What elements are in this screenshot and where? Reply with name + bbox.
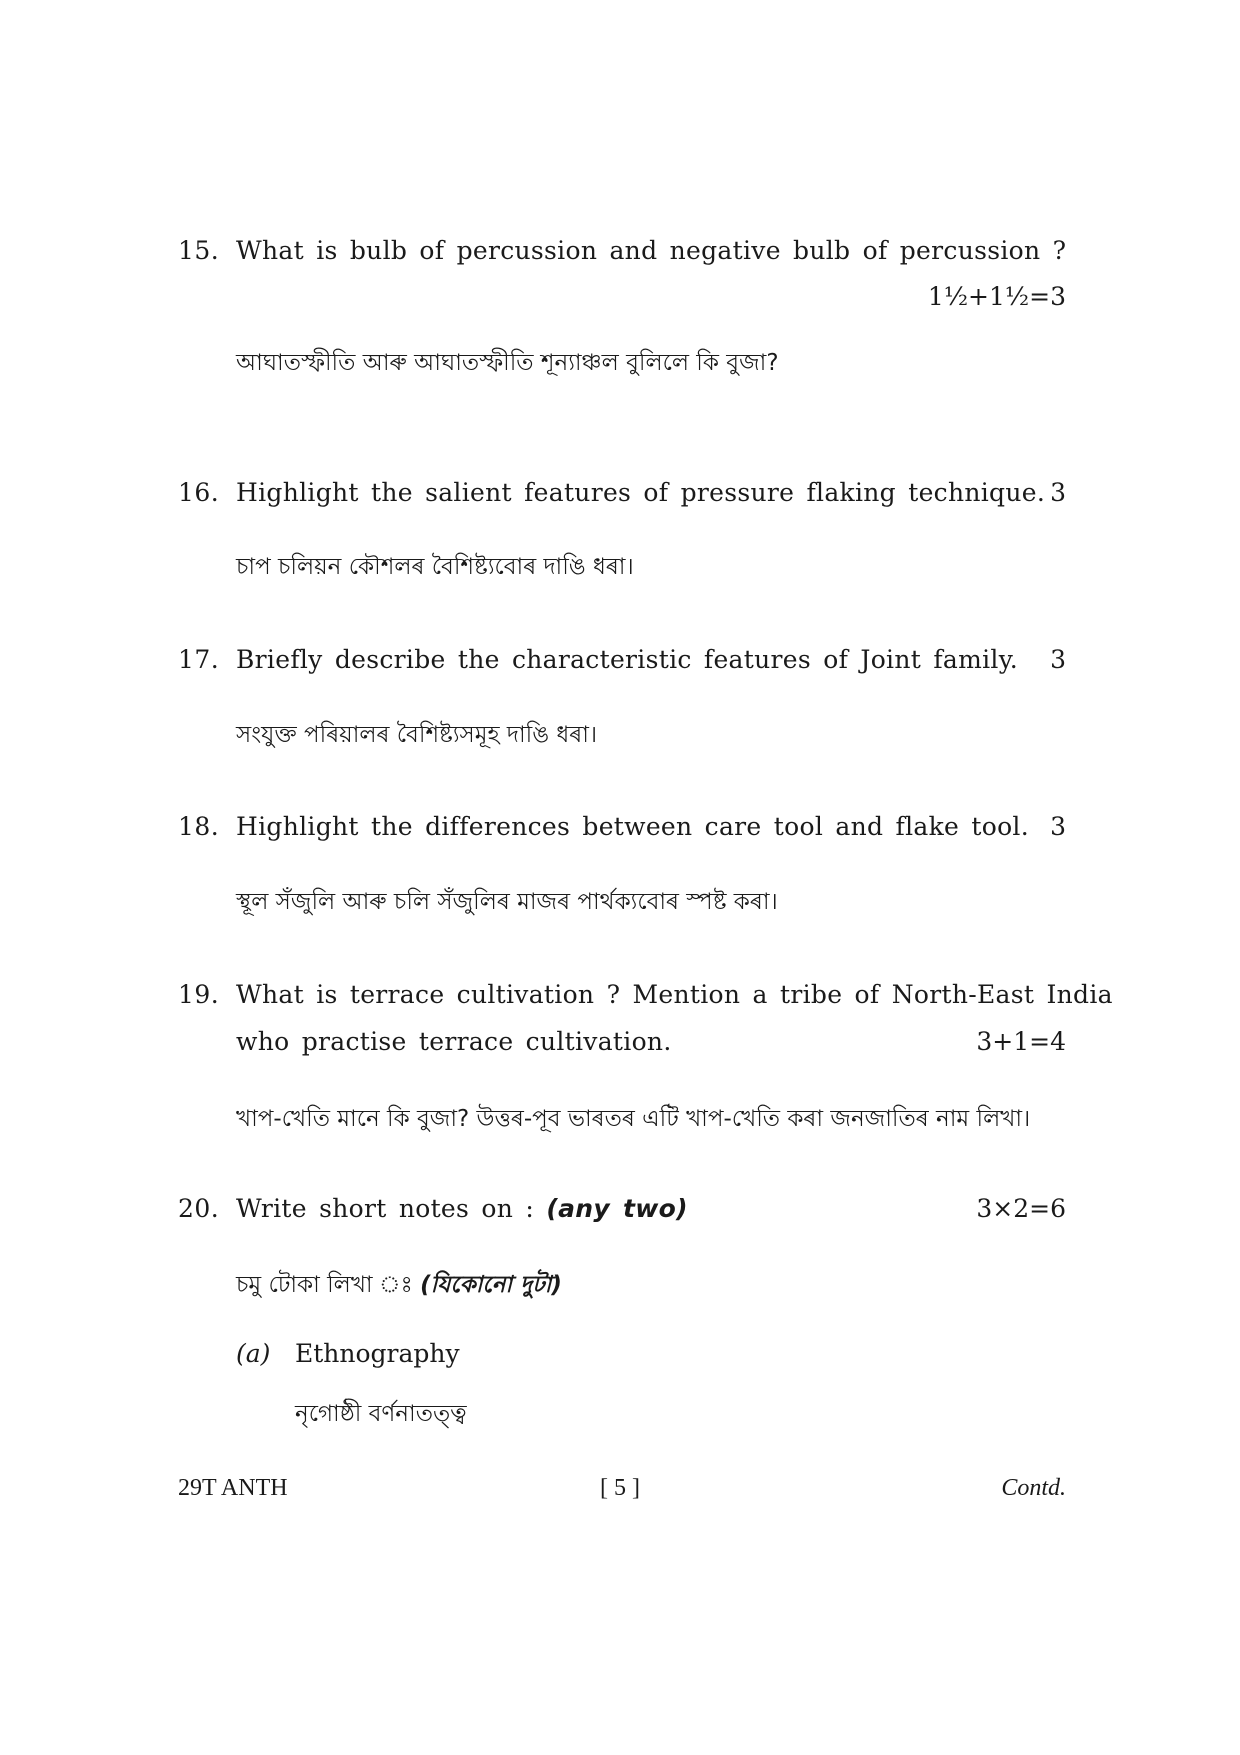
question-assamese: [236, 1266, 562, 1305]
question-number: 16.: [178, 478, 220, 507]
question-marks: 3+1=4: [976, 1027, 1066, 1056]
question-marks: 1½+1½=3: [927, 282, 1066, 311]
question-number: 18.: [178, 812, 220, 841]
sub-question-assamese: নৃগোষ্ঠী বৰ্ণনাতত্ত্ব: [295, 1401, 467, 1427]
question-marks: 3: [1050, 478, 1066, 507]
question-text-line-1: What is terrace cultivation ? Mention a tribe of North-East India: [236, 980, 1113, 1009]
question-number: 17.: [178, 645, 220, 674]
question-text: What is bulb of percussion and negative bulb of percussion ?: [236, 236, 1067, 265]
question-assamese: স্থূল সঁজুলি আৰু চলি সঁজুলিৰ মাজৰ পাৰ্থক্যবোৰ স্পষ্ট কৰা।: [236, 889, 778, 915]
question-number: 20.: [178, 1194, 220, 1223]
question-number: 19.: [178, 980, 220, 1009]
question-text: Briefly describe the characteristic features of Joint family.: [236, 645, 1019, 674]
question-assamese-emphasis: (যিকোনো দুটা): [420, 1272, 562, 1298]
question-text-line-2: who practise terrace cultivation.: [236, 1027, 672, 1056]
question-assamese-main: চমু টোকা লিখা ঃ: [236, 1272, 413, 1298]
sub-question-text: Ethnography: [295, 1339, 460, 1368]
question-emphasis: (any two): [546, 1194, 688, 1223]
question-text: Highlight the differences between care tool and flake tool.: [236, 812, 1029, 841]
question-text: [236, 1194, 1066, 1223]
question-assamese: খাপ-খেতি মানে কি বুজা? উত্তৰ-পূব ভাৰতৰ এটি খাপ-খেতি কৰা জনজাতিৰ নাম লিখা।: [236, 1106, 1031, 1132]
question-text-main: Write short notes on :: [236, 1194, 535, 1223]
question-number: 15.: [178, 236, 220, 265]
question-marks: 3×2=6: [976, 1194, 1066, 1223]
sub-question-label: (a): [236, 1339, 271, 1368]
question-marks: 3: [1050, 645, 1066, 674]
footer-page-number: [ 5 ]: [600, 1475, 640, 1501]
footer-contd: Contd.: [1001, 1475, 1066, 1501]
question-marks: 3: [1050, 812, 1066, 841]
question-assamese: আঘাতস্ফীতি আৰু আঘাতস্ফীতি শূন্যাঞ্চল বুলিলে কি বুজা?: [236, 350, 779, 376]
footer-paper-code: 29T ANTH: [178, 1475, 288, 1501]
question-assamese: চাপ চলিয়ন কৌশলৰ বৈশিষ্ট্যবোৰ দাঙি ধৰা।: [236, 554, 634, 580]
question-text: Highlight the salient features of pressure flaking technique.: [236, 478, 1046, 507]
question-assamese: সংযুক্ত পৰিয়ালৰ বৈশিষ্ট্যসমূহ দাঙি ধৰা।: [236, 722, 598, 748]
